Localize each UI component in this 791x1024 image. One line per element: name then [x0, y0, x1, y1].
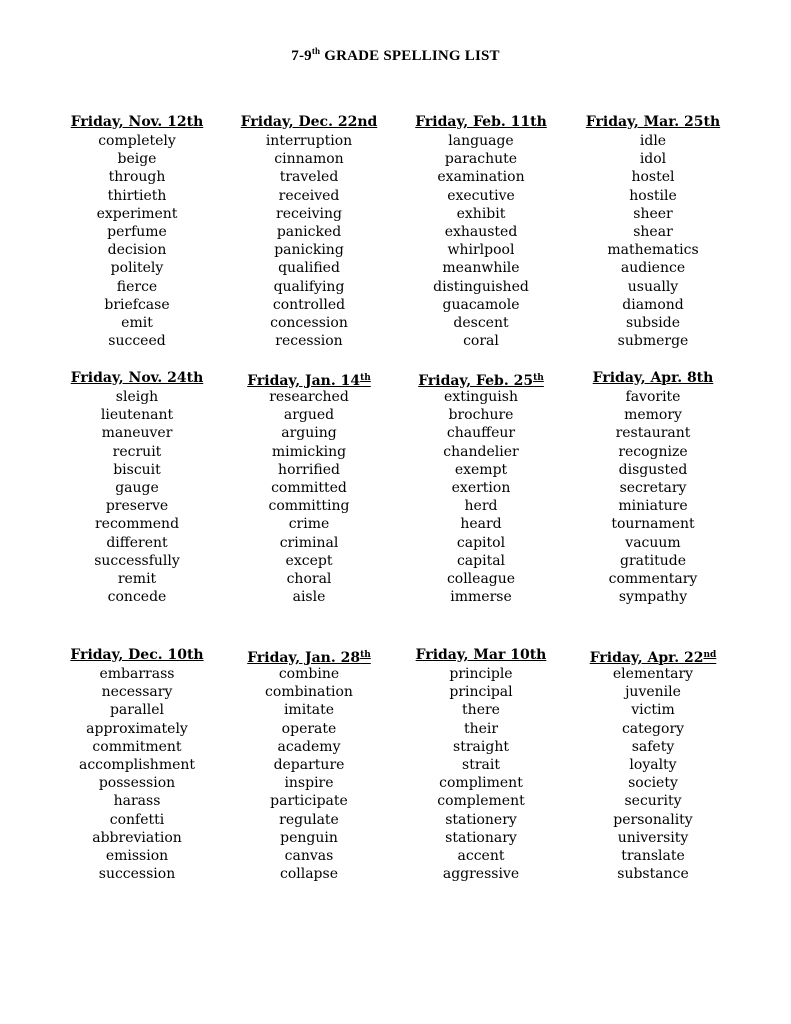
spelling-word: strait: [462, 756, 500, 773]
week-date-text: Friday, Jan. 28: [247, 650, 361, 666]
spelling-word: language: [448, 133, 514, 149]
spelling-word: disgusted: [618, 461, 688, 478]
spelling-word: favorite: [625, 389, 681, 405]
spelling-word: heard: [460, 516, 502, 533]
spelling-word: penguin: [280, 829, 338, 846]
spelling-word: capital: [456, 552, 506, 569]
spelling-word: received: [278, 187, 340, 204]
spelling-word: qualifying: [273, 278, 345, 295]
spelling-word: qualified: [278, 260, 340, 277]
spelling-word: concede: [107, 589, 167, 606]
spelling-word: crime: [288, 516, 330, 533]
week-list: [224, 113, 394, 350]
spelling-word: sympathy: [618, 589, 688, 606]
word-list: [568, 132, 738, 350]
spelling-word: harass: [113, 793, 161, 810]
spelling-word: horrified: [278, 461, 340, 478]
week-list: [52, 113, 222, 350]
week-date-text: Friday, Dec. 22nd: [240, 114, 378, 130]
spelling-word: participate: [270, 793, 348, 810]
week-date-heading: [568, 646, 738, 665]
week-date-heading: [396, 369, 566, 388]
spelling-word: straight: [453, 738, 509, 755]
spelling-word: exempt: [454, 461, 508, 478]
spelling-word: recession: [275, 333, 343, 350]
spelling-word: controlled: [272, 296, 346, 313]
week-date-text: Friday, Nov. 24th: [70, 370, 204, 386]
spelling-word: miniature: [618, 498, 688, 515]
spelling-word: remit: [117, 570, 157, 587]
spelling-word: exhibit: [456, 205, 506, 222]
spelling-word: safety: [631, 738, 675, 755]
spelling-word: approximately: [86, 720, 188, 737]
word-list: [568, 388, 738, 606]
spelling-word: gauge: [115, 479, 159, 496]
week-date-heading: [224, 646, 394, 665]
week-date-text: Friday, Nov. 12th: [70, 114, 204, 130]
word-list: [224, 132, 394, 350]
word-list: [224, 388, 394, 606]
spelling-word: category: [621, 720, 685, 737]
spelling-word: succession: [98, 866, 176, 883]
spelling-word: arguing: [281, 425, 337, 442]
spelling-word: aisle: [292, 589, 326, 606]
spelling-word: guacamole: [442, 296, 520, 313]
spelling-word: beige: [117, 151, 157, 168]
spelling-word: operate: [281, 720, 337, 737]
spelling-word: whirlpool: [447, 242, 515, 259]
word-list: [396, 665, 566, 883]
spelling-word: choral: [286, 570, 332, 587]
week-date-heading: [396, 646, 566, 665]
spelling-word: descent: [453, 314, 509, 331]
week-date-heading: [52, 113, 222, 132]
spelling-word: concession: [270, 314, 348, 331]
spelling-word: audience: [620, 260, 686, 277]
week-date-suffix: th: [533, 373, 544, 383]
spelling-word: stationary: [445, 829, 517, 846]
spelling-word: commitment: [92, 738, 182, 755]
spelling-word: principal: [449, 684, 513, 701]
spelling-word: successfully: [94, 552, 180, 569]
week-list: [224, 646, 394, 883]
spelling-word: fierce: [116, 278, 158, 295]
spelling-word: chauffeur: [446, 425, 516, 442]
spelling-word: accent: [457, 847, 505, 864]
spelling-word: vacuum: [625, 534, 681, 551]
spelling-word: experiment: [96, 205, 178, 222]
spelling-word: colleague: [446, 570, 516, 587]
spelling-word: herd: [464, 498, 498, 515]
spelling-word: victim: [631, 702, 675, 719]
spelling-word: substance: [617, 866, 689, 883]
spelling-word: hostel: [631, 169, 675, 186]
week-list: [224, 369, 394, 606]
spelling-word: politely: [110, 260, 164, 277]
spelling-word: extinguish: [444, 389, 518, 405]
spelling-word: translate: [621, 847, 685, 864]
spelling-word: interruption: [265, 133, 353, 149]
spelling-word: regulate: [279, 811, 339, 828]
spelling-word: principle: [449, 666, 513, 682]
spelling-word: chandelier: [443, 443, 519, 460]
spelling-word: through: [108, 169, 166, 186]
spelling-word: parallel: [109, 702, 165, 719]
spelling-word: maneuver: [101, 425, 173, 442]
spelling-word: imitate: [283, 702, 335, 719]
week-date-text: Friday, Feb. 25: [418, 373, 534, 389]
spelling-word: immerse: [450, 589, 512, 606]
spelling-word: sheer: [633, 205, 673, 222]
word-list: [52, 665, 222, 883]
week-date-heading: [224, 369, 394, 388]
spelling-word: criminal: [279, 534, 339, 551]
spelling-word: examination: [437, 169, 525, 186]
spelling-word: departure: [273, 756, 345, 773]
spelling-word: there: [462, 702, 500, 719]
spelling-word: compliment: [439, 775, 523, 792]
spelling-word: mathematics: [607, 242, 699, 259]
spelling-word: distinguished: [433, 278, 529, 295]
spelling-word: possession: [98, 775, 176, 792]
week-list: [396, 113, 566, 350]
spelling-word: embarrass: [99, 666, 175, 682]
spelling-word: idle: [639, 133, 667, 149]
spelling-word: capitol: [456, 534, 506, 551]
spelling-word: inspire: [284, 775, 334, 792]
week-list: [568, 646, 738, 883]
spelling-word: collapse: [279, 866, 338, 883]
spelling-word: confetti: [109, 811, 165, 828]
week-date-suffix: th: [360, 650, 371, 660]
spelling-word: accomplishment: [78, 756, 196, 773]
spelling-word: personality: [613, 811, 693, 828]
spelling-word: sleigh: [115, 389, 159, 405]
spelling-word: aggressive: [442, 866, 520, 883]
spelling-word: stationery: [445, 811, 517, 828]
word-list: [396, 388, 566, 606]
spelling-word: recommend: [94, 516, 180, 533]
page-title: 7-9th GRADE SPELLING LIST: [291, 46, 500, 64]
week-list: [568, 369, 738, 606]
spelling-word: combine: [278, 666, 340, 682]
spelling-word: parachute: [444, 151, 518, 168]
spelling-word: lieutenant: [100, 407, 174, 424]
spelling-word: canvas: [284, 847, 334, 864]
spelling-word: restaurant: [615, 425, 691, 442]
spelling-word: gratitude: [620, 552, 686, 569]
spelling-word: usually: [627, 278, 679, 295]
word-list: [52, 132, 222, 350]
spelling-word: panicked: [276, 223, 342, 240]
spelling-word: diamond: [622, 296, 684, 313]
spelling-word: committing: [268, 498, 350, 515]
spelling-word: secretary: [619, 479, 687, 496]
spelling-word: society: [628, 775, 678, 792]
spelling-word: exhausted: [444, 223, 518, 240]
spelling-word: thirtieth: [107, 187, 167, 204]
spelling-word: panicking: [274, 242, 344, 259]
spelling-word: succeed: [108, 333, 166, 350]
spelling-word: complement: [437, 793, 525, 810]
week-list: [396, 369, 566, 606]
week-date-heading: [224, 113, 394, 132]
spelling-word: loyalty: [629, 756, 677, 773]
week-date-heading: [568, 113, 738, 132]
spelling-word: submerge: [617, 333, 689, 350]
spelling-word: biscuit: [113, 461, 161, 478]
spelling-word: academy: [277, 738, 341, 755]
spelling-word: tournament: [611, 516, 695, 533]
spelling-word: juvenile: [625, 684, 681, 701]
week-date-text: Friday, Jan. 14: [247, 373, 361, 389]
spelling-word: exertion: [451, 479, 511, 496]
week-date-text: Friday, Apr. 22: [589, 650, 704, 666]
spelling-word: commentary: [608, 570, 698, 587]
spelling-word: combination: [265, 684, 353, 701]
word-list: [568, 665, 738, 883]
week-date-heading: [52, 369, 222, 388]
week-date-text: Friday, Mar 10th: [415, 647, 547, 663]
word-list: [396, 132, 566, 350]
week-date-text: Friday, Dec. 10th: [70, 647, 204, 663]
week-date-heading: [396, 113, 566, 132]
spelling-word: memory: [624, 407, 682, 424]
week-list: [52, 369, 222, 606]
spelling-word: abbreviation: [92, 829, 182, 846]
spelling-word: completely: [98, 133, 176, 149]
spelling-word: recognize: [618, 443, 688, 460]
week-list: [568, 113, 738, 350]
spelling-word: emit: [121, 314, 153, 331]
spelling-word: subside: [625, 314, 681, 331]
spelling-word: researched: [269, 389, 349, 405]
spelling-word: idol: [639, 151, 667, 168]
week-date-heading: [52, 646, 222, 665]
week-list: [396, 646, 566, 883]
week-date-heading: [568, 369, 738, 388]
spelling-word: recruit: [112, 443, 162, 460]
spelling-word: meanwhile: [442, 260, 520, 277]
week-list: [52, 646, 222, 883]
word-list: [52, 388, 222, 606]
word-list: [224, 665, 394, 883]
spelling-word: their: [463, 720, 499, 737]
spelling-word: receiving: [276, 205, 342, 222]
spelling-word: different: [106, 534, 168, 551]
spelling-word: shear: [633, 223, 673, 240]
spelling-word: emission: [105, 847, 169, 864]
spelling-word: preserve: [105, 498, 169, 515]
spelling-word: briefcase: [104, 296, 170, 313]
week-date-text: Friday, Mar. 25th: [585, 114, 721, 130]
spelling-word: except: [285, 552, 333, 569]
spelling-word: brochure: [448, 407, 514, 424]
week-date-text: Friday, Feb. 11th: [415, 114, 547, 130]
spelling-word: university: [617, 829, 689, 846]
spelling-word: argued: [283, 407, 335, 424]
spelling-word: committed: [271, 479, 347, 496]
spelling-word: necessary: [101, 684, 173, 701]
spelling-word: traveled: [279, 169, 339, 186]
spelling-word: decision: [107, 242, 167, 259]
week-date-suffix: th: [360, 373, 371, 383]
spelling-word: hostile: [629, 187, 677, 204]
spelling-word: perfume: [107, 223, 167, 240]
spelling-word: elementary: [612, 666, 694, 682]
spelling-word: executive: [447, 187, 515, 204]
spelling-word: security: [624, 793, 682, 810]
spelling-word: mimicking: [271, 443, 347, 460]
week-date-suffix: nd: [703, 650, 717, 660]
spelling-word: coral: [463, 333, 499, 350]
week-date-text: Friday, Apr. 8th: [592, 370, 714, 386]
spelling-word: cinnamon: [274, 151, 344, 168]
